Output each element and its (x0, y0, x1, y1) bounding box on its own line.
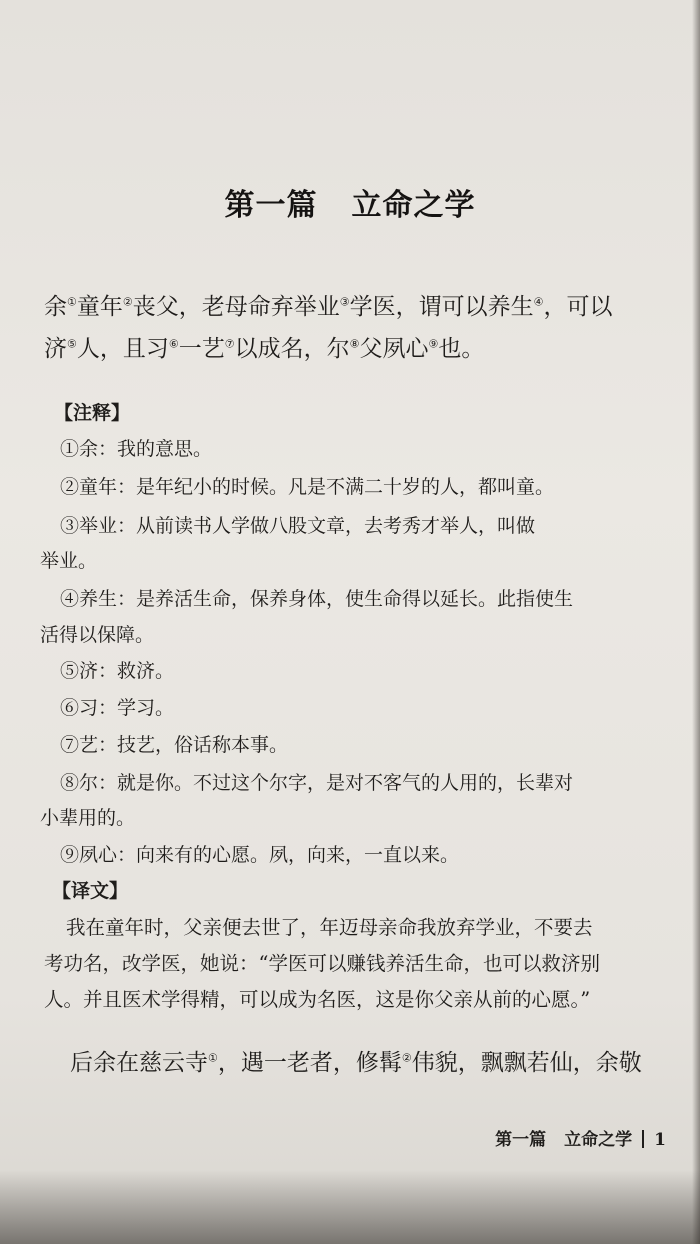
note-line: ⑧尔：就是你。不过这个尔字，是对不客气的人用的，长辈对 (60, 772, 574, 794)
chapter-number: 第一篇 (224, 188, 318, 223)
text-run: 人，且习 (76, 336, 169, 362)
text-run: 后余在慈云寺 (70, 1050, 208, 1076)
text-run: 济 (44, 336, 67, 362)
original-text-line-2 (44, 330, 484, 363)
translation-line: 考功名，改学医，她说：“学医可以赚钱养活生命，也可以救济别 (44, 952, 600, 975)
note-line: ①余：我的意思。 (60, 438, 213, 460)
text-run: 童年 (76, 294, 123, 320)
notes-heading: 【注释】 (54, 402, 131, 424)
footnote-marker: ④ (533, 295, 544, 309)
text-run: 以成名，尔 (234, 336, 350, 362)
translation-line: 人。并且医术学得精，可以成为名医，这是你父亲从前的心愿。” (44, 988, 591, 1011)
translation-line: 我在童年时，父亲便去世了，年迈母亲命我放弃学业，不要去 (66, 916, 593, 939)
footnote-marker: ⑦ (224, 337, 235, 351)
note-line: ④养生：是养活生命，保养身体，使生命得以延长。此指使生 (60, 588, 574, 610)
footnote-marker: ② (122, 295, 133, 309)
text-run: 也。 (438, 336, 485, 362)
footer-divider (642, 1130, 644, 1148)
note-line: 活得以保障。 (40, 624, 155, 646)
footnote-marker: ① (208, 1051, 218, 1065)
next-paragraph-line (70, 1044, 642, 1077)
footnote-marker: ① (67, 295, 77, 309)
text-run: ，遇一老者，修髯 (217, 1050, 402, 1076)
text-run: ，可以 (543, 294, 613, 320)
original-text-line-1 (44, 288, 613, 321)
text-run: 一艺 (178, 336, 225, 362)
note-line: 小辈用的。 (40, 807, 136, 829)
note-line: ⑨夙心：向来有的心愿。夙，向来，一直以来。 (60, 844, 460, 866)
footnote-marker: ② (401, 1051, 412, 1065)
page-edge-shadow (692, 0, 700, 1244)
page-number: 1 (654, 1130, 666, 1150)
page-footer (0, 1125, 666, 1150)
chapter-title: 立命之学 (351, 188, 476, 223)
footnote-marker: ⑧ (349, 337, 360, 351)
text-run: 伟貌，飘飘若仙，余敬 (411, 1050, 642, 1076)
note-line: ⑥习：学习。 (60, 697, 175, 719)
page-bottom-shadow (0, 1170, 700, 1244)
text-run: 丧父，老母命弃举业 (132, 294, 340, 320)
footer-chapter-number: 第一篇 (495, 1130, 547, 1150)
note-line: ⑦艺：技艺，俗话称本事。 (60, 734, 289, 756)
chapter-heading (0, 180, 700, 224)
note-line: 举业。 (40, 550, 98, 572)
footer-chapter-title: 立命之学 (564, 1130, 633, 1150)
footnote-marker: ⑨ (428, 337, 439, 351)
footnote-marker: ⑤ (67, 337, 77, 351)
note-line: ③举业：从前读书人学做八股文章，去考秀才举人，叫做 (60, 515, 536, 537)
footnote-marker: ⑥ (168, 337, 179, 351)
note-line: ⑤济：救济。 (60, 660, 175, 682)
text-run: 学医，谓可以养生 (349, 294, 534, 320)
translation-heading: 【译文】 (52, 880, 129, 902)
note-line: ②童年：是年纪小的时候。凡是不满二十岁的人，都叫童。 (60, 476, 555, 498)
text-run: 余 (44, 294, 67, 320)
text-run: 父夙心 (359, 336, 429, 362)
footnote-marker: ③ (339, 295, 350, 309)
